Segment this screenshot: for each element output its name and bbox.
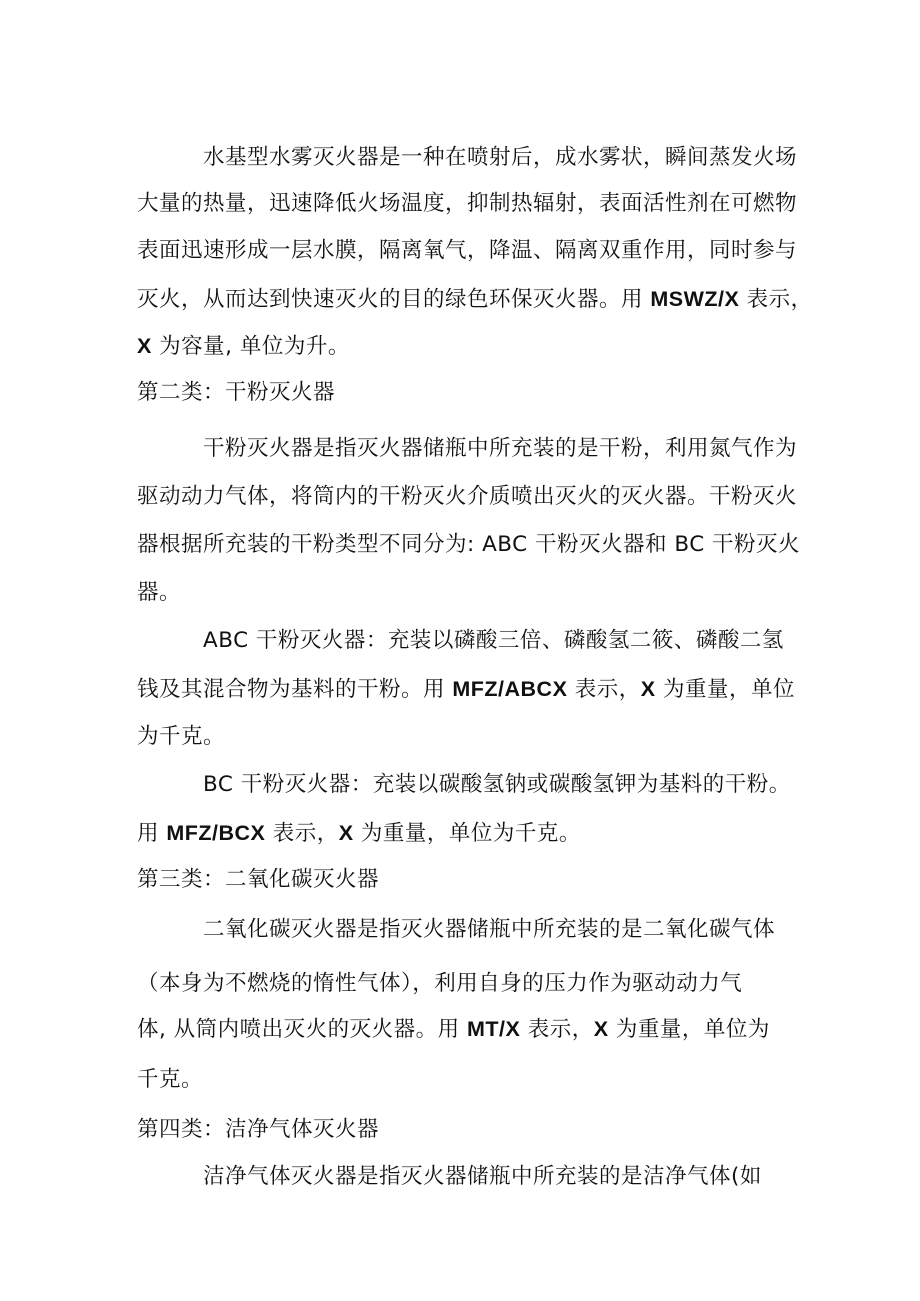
text-line-13: 为千克。 (137, 723, 226, 749)
section-heading-3: 第三类：二氧化碳灭火器 (137, 866, 380, 892)
text-line-12: 钱及其混合物为基料的干粉。用 MFZ/ABCX 表示，X 为重量，单位 (137, 676, 795, 702)
text-line-5: X 为容量, 单位为升。 (137, 333, 350, 359)
text-line-1: 水基型水雾灭火器是一种在喷射后，成水雾状，瞬间蒸发火场 (203, 144, 798, 170)
text-line-3: 表面迅速形成一层水膜，隔离氧气，降温、隔离双重作用，同时参与 (137, 237, 798, 263)
text-line-14: BC 干粉灭火器：充装以碳酸氢钠或碳酸氢钾为基料的干粉。 (203, 771, 791, 797)
text-line-22: 洁净气体灭火器是指灭火器储瓶中所充装的是洁净气体(如 (203, 1163, 762, 1189)
text-line-18: （本身为不燃烧的惰性气体），利用自身的压力作为驱动动力气 (137, 970, 743, 996)
text-line-10: 器。 (137, 579, 182, 605)
text-line-7: 干粉灭火器是指灭火器储瓶中所充装的是干粉，利用氮气作为 (203, 435, 798, 461)
text-line-2: 大量的热量，迅速降低火场温度，抑制热辐射，表面活性剂在可燃物 (137, 190, 798, 216)
section-heading-4: 第四类：洁净气体灭火器 (137, 1116, 380, 1142)
text-line-4: 灭火，从而达到快速灭火的目的绿色环保灭火器。用 MSWZ/X 表示， (137, 286, 813, 312)
text-line-9: 器根据所充装的干粉类型不同分为: ABC 干粉灭火器和 BC 干粉灭火 (137, 531, 801, 557)
text-line-15: 用 MFZ/BCX 表示，X 为重量，单位为千克。 (137, 820, 581, 846)
text-line-20: 千克。 (137, 1066, 204, 1092)
text-line-11: ABC 干粉灭火器：充装以磷酸三倍、磷酸氢二筱、磷酸二氢 (203, 627, 784, 653)
text-line-19: 体, 从筒内喷出灭火的灭火器。用 MT/X 表示，X 为重量，单位为 (137, 1016, 770, 1042)
text-line-8: 驱动动力气体，将筒内的干粉灭火介质喷出灭火的灭火器。干粉灭火 (137, 483, 798, 509)
section-heading-2: 第二类：干粉灭火器 (137, 379, 336, 405)
text-line-17: 二氧化碳灭火器是指灭火器储瓶中所充装的是二氧化碳气体 (203, 916, 776, 942)
